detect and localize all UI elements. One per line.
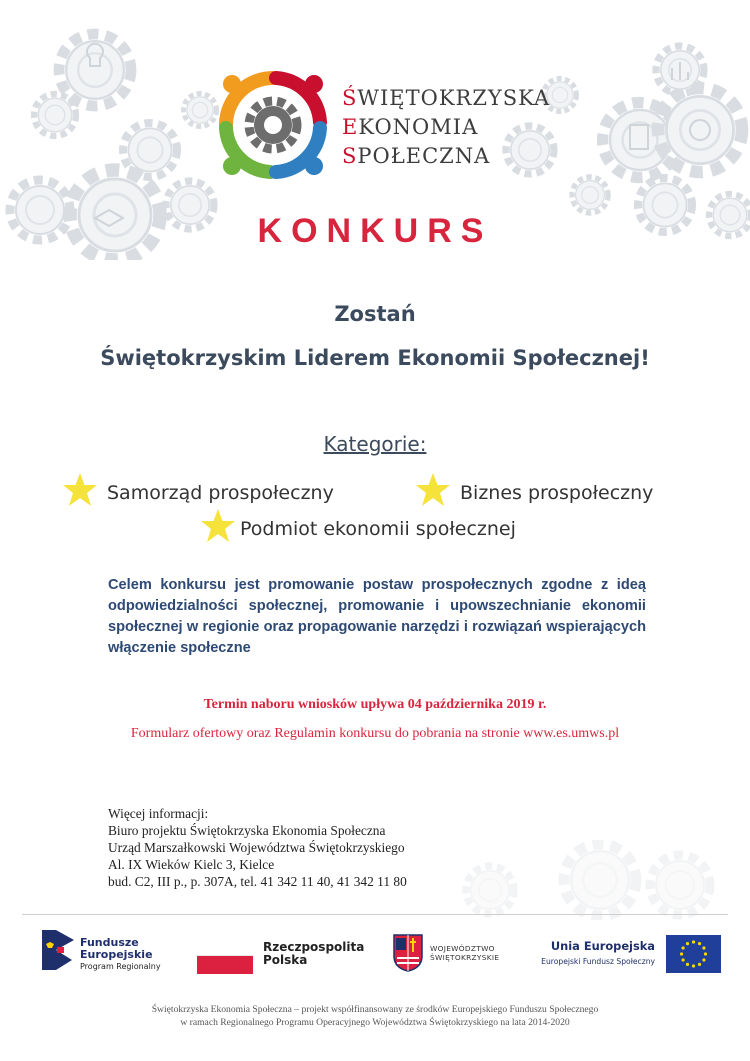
gear-icon [572, 177, 608, 213]
forms-info: Formularz ofertowy oraz Regulamin konkursu do pobrania na stronie www.es.umws.pl [130, 726, 620, 741]
deadline-notice: Termin naboru wniosków upływa 04 października 2019 r. [203, 697, 547, 712]
contact-block [108, 805, 407, 890]
page-title: KONKURS [257, 212, 493, 250]
coat-of-arms-icon [393, 934, 423, 972]
category-item: Biznes prospołeczny [460, 482, 654, 504]
wojewodztwo-text: WOJEWÓDZTWO ŚWIĘTOKRZYSKIE [430, 944, 500, 962]
heading-line-2: Świętokrzyskim Liderem Ekonomii Społecznej! [100, 346, 650, 370]
contact-line: Biuro projektu Świętokrzyska Ekonomia Społeczna [108, 823, 386, 838]
contact-line: Al. IX Wieków Kielc 3, Kielce [108, 857, 275, 872]
categories-title: Kategorie: [323, 432, 427, 456]
eu-flag-icon [666, 935, 721, 973]
rzeczpospolita-polska-text: Rzeczpospolita Polska [263, 940, 365, 967]
category-item: Samorząd prospołeczny [107, 482, 334, 504]
footer-divider [22, 914, 728, 915]
contact-line: Urząd Marszałkowski Województwa Świętokrzyskiego [108, 840, 405, 855]
category-item: Podmiot ekonomii społecznej [240, 518, 516, 540]
logo-wordmark: ŚWIĘTOKRZYSKA EKONOMIA SPOŁECZNA [342, 86, 551, 168]
gear-people-icon [218, 70, 328, 180]
contact-line: bud. C2, III p., p. 307A, tel. 41 342 11 40, 41 342 11 80 [108, 874, 407, 889]
contact-line: Więcej informacji: [108, 806, 209, 821]
description-paragraph: Celem konkursu jest promowanie postaw prospołecznych zgodne z ideą odpowiedzialności społecznej, promowanie i upowszechnianie ekonomii społecznej w regionie oraz propagowanie narzędzi i rozwiązań wspierających włączenie społeczne [108, 577, 646, 656]
fundusze-europejskie-text: Fundusze Europejskie Program Regionalny [80, 936, 161, 971]
unia-europejska-text: Unia Europejska [550, 939, 655, 953]
star-icon [415, 472, 451, 508]
footer-note: Świętokrzyska Ekonomia Społeczna – projekt współfinansowany ze środków Europejskiego Funduszu Społecznego w ramach Regionalnego Programu Operacyjnego Województwa Świętokrzyskiego na lata 2014-2020 [151, 1004, 599, 1028]
gear-icon [184, 94, 217, 127]
star-icon [62, 472, 98, 508]
star-icon [200, 508, 236, 544]
fundusze-europejskie-logo [42, 930, 74, 970]
gear-icon [59, 34, 131, 106]
polish-flag-icon [197, 955, 253, 974]
efs-text: Europejski Fundusz Społeczny [541, 957, 655, 966]
heading-line-1: Zostań [334, 302, 416, 326]
